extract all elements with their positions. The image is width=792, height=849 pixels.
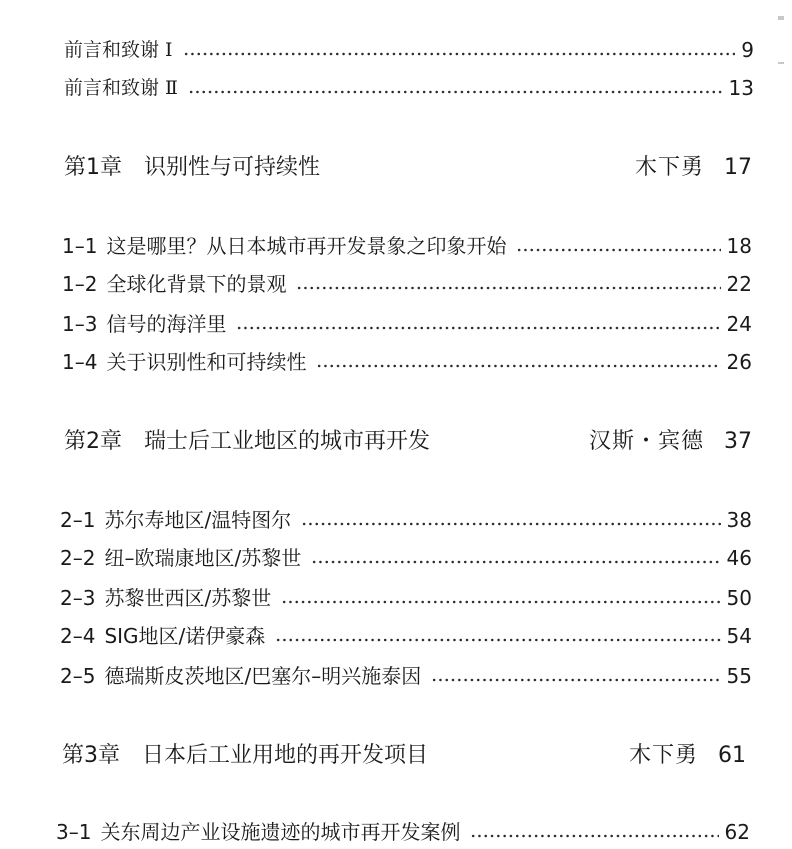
toc-entry-2-5[interactable] (60, 664, 752, 688)
section-title: 关于识别性和可持续性 (106, 350, 307, 374)
section-number: 1–4 (62, 350, 98, 374)
dot-leader (296, 286, 720, 290)
section-page: 22 (726, 272, 752, 296)
dot-leader (275, 638, 720, 642)
toc-entry-page: 13 (728, 76, 754, 100)
section-title: 德瑞斯皮茨地区/巴塞尔–明兴施泰因 (104, 664, 422, 688)
chapter-page: 37 (724, 429, 752, 454)
section-page: 54 (726, 624, 752, 648)
chapter-title: 日本后工业用地的再开发项目 (142, 743, 429, 768)
dot-leader (183, 52, 736, 56)
section-title: 信号的海洋里 (106, 312, 227, 336)
scan-mark (778, 62, 784, 64)
section-title: 这是哪里？从日本城市再开发景象之印象开始 (106, 234, 507, 258)
toc-entry-2-3[interactable] (60, 586, 752, 610)
toc-entry-1-1[interactable] (62, 234, 752, 258)
chapter-number: 第1章 (64, 155, 122, 180)
toc-entry-1-4[interactable] (62, 350, 752, 374)
chapter-number: 第2章 (64, 429, 122, 454)
section-title: SIG地区/诺伊豪森 (104, 624, 266, 648)
dot-leader (516, 248, 720, 252)
dot-leader (311, 560, 720, 564)
dot-leader (470, 834, 718, 838)
section-number: 1–3 (62, 312, 98, 336)
scan-mark (778, 16, 784, 20)
dot-leader (301, 522, 720, 526)
toc-entry-page: 9 (741, 38, 754, 62)
section-title: 全球化背景下的景观 (106, 272, 287, 296)
section-page: 24 (726, 312, 752, 336)
chapter-author: 汉斯・宾德 (588, 429, 704, 454)
section-number: 2–1 (60, 508, 96, 532)
toc-entry-2-1[interactable] (60, 508, 752, 532)
chapter-heading-1[interactable] (64, 154, 752, 182)
section-title: 关东周边产业设施遗迹的城市再开发案例 (100, 820, 461, 844)
dot-leader (316, 364, 720, 368)
chapter-title: 识别性与可持续性 (144, 155, 321, 180)
chapter-heading-3[interactable] (62, 742, 746, 770)
toc-entry-1-3[interactable] (62, 312, 752, 336)
chapter-author: 木下勇 (634, 155, 704, 180)
section-page: 55 (726, 664, 752, 688)
chapter-page: 61 (718, 743, 746, 768)
toc-entry-title: 前言和致谢 Ⅱ (64, 77, 178, 99)
toc-entry-preface-2[interactable] (64, 76, 754, 100)
chapter-author: 木下勇 (628, 743, 698, 768)
toc-entry-1-2[interactable] (62, 272, 752, 296)
chapter-title: 瑞士后工业地区的城市再开发 (144, 429, 431, 454)
section-number: 2–5 (60, 664, 96, 688)
dot-leader (236, 326, 720, 330)
section-page: 38 (726, 508, 752, 532)
chapter-heading-2[interactable] (64, 428, 752, 456)
toc-entry-2-2[interactable] (60, 546, 752, 570)
chapter-number: 第3章 (62, 743, 120, 768)
section-number: 2–2 (60, 546, 96, 570)
toc-entry-3-1[interactable] (56, 820, 750, 844)
section-title: 纽–欧瑞康地区/苏黎世 (104, 546, 302, 570)
section-page: 50 (726, 586, 752, 610)
toc-entry-preface-1[interactable] (64, 38, 754, 62)
dot-leader (281, 600, 720, 604)
section-page: 62 (724, 820, 750, 844)
toc-entry-title: 前言和致谢 Ⅰ (64, 39, 173, 61)
section-number: 3–1 (56, 820, 92, 844)
dot-leader (431, 678, 720, 682)
section-number: 1–2 (62, 272, 98, 296)
section-page: 18 (726, 234, 752, 258)
section-page: 46 (726, 546, 752, 570)
section-page: 26 (726, 350, 752, 374)
section-title: 苏尔寿地区/温特图尔 (104, 508, 292, 532)
chapter-page: 17 (724, 155, 752, 180)
section-number: 2–3 (60, 586, 96, 610)
dot-leader (188, 90, 723, 94)
section-title: 苏黎世西区/苏黎世 (104, 586, 272, 610)
toc-entry-2-4[interactable] (60, 624, 752, 648)
section-number: 1–1 (62, 234, 98, 258)
section-number: 2–4 (60, 624, 96, 648)
